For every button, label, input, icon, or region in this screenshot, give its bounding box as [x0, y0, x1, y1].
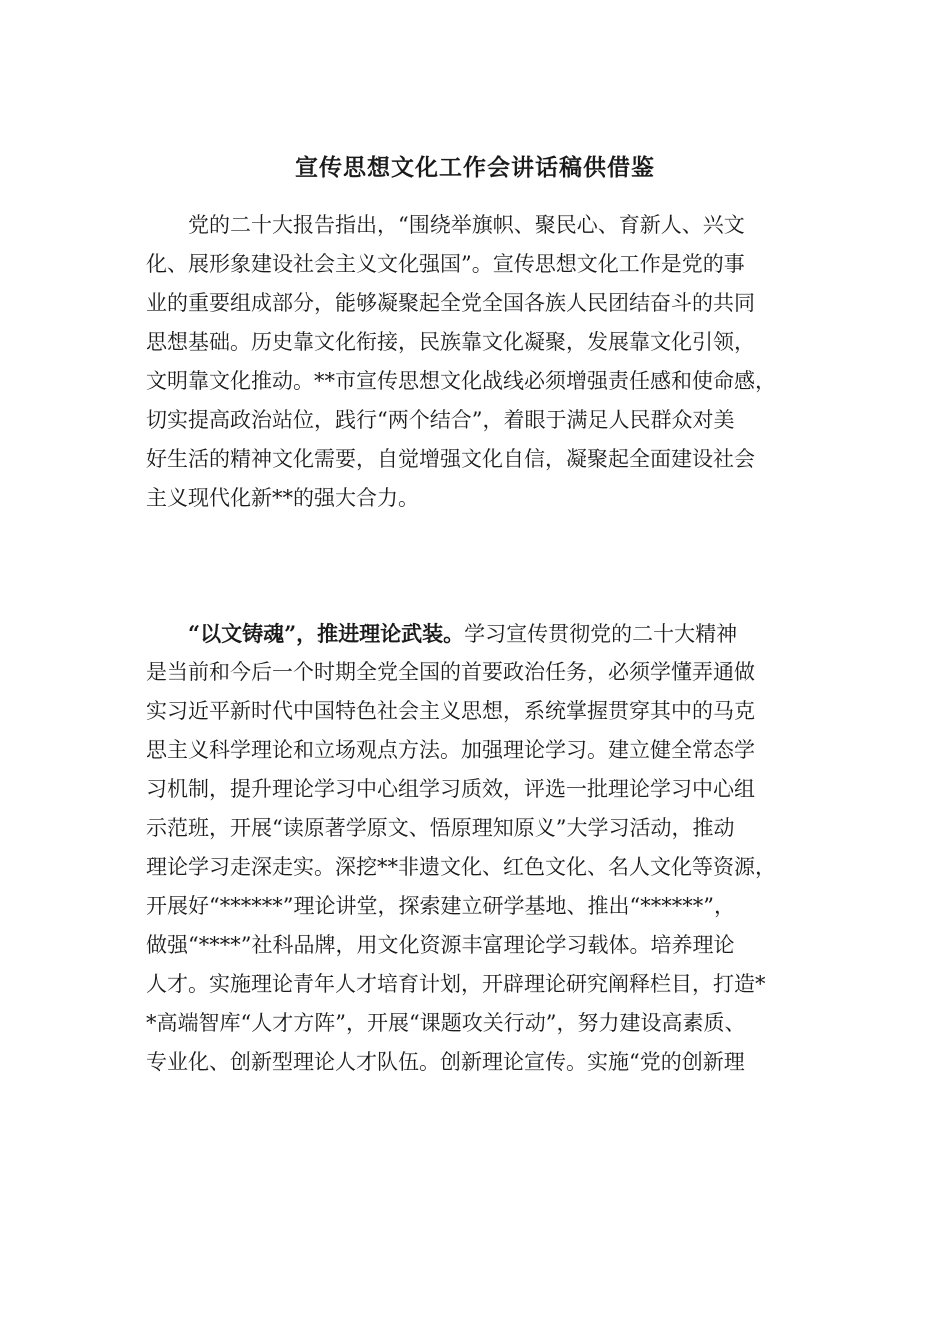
paragraph-line: 习机制，提升理论学习中心组学习质效，评选一批理论学习中心组	[146, 777, 755, 801]
paragraph-line: 人才。实施理论青年人才培育计划，开辟理论研究阐释栏目，打造*	[146, 972, 766, 996]
paragraph-intro	[146, 206, 822, 518]
paragraph-line-rest: 学习宣传贯彻党的二十大精神	[464, 622, 738, 646]
paragraph-line: 开展好“******”理论讲堂，探索建立研学基地、推出“******”，	[146, 894, 735, 918]
paragraph-line: 化、展形象建设社会主义文化强国”。宣传思想文化工作是党的事	[146, 252, 745, 276]
paragraph-line: 思主义科学理论和立场观点方法。加强理论学习。建立健全常态学	[146, 738, 755, 762]
paragraph-line: 业的重要组成部分，能够凝聚起全党全国各族人民团结奋斗的共同	[146, 291, 755, 315]
paragraph-line: 好生活的精神文化需要，自觉增强文化自信，凝聚起全面建设社会	[146, 447, 755, 471]
paragraph-line: 专业化、创新型理论人才队伍。创新理论宣传。实施“党的创新理	[146, 1050, 745, 1074]
paragraph-line: 实习近平新时代中国特色社会主义思想，系统掌握贯穿其中的马克	[146, 699, 755, 723]
paragraph-line: 主义现代化新**的强大合力。	[146, 486, 419, 510]
paragraph-line: 示范班，开展“读原著学原文、悟原理知原义”大学习活动，推动	[146, 816, 735, 840]
document-title: 宣传思想文化工作会讲话稿供借鉴	[295, 154, 655, 181]
paragraph-line: 文明靠文化推动。**市宣传思想文化战线必须增强责任感和使命感，	[146, 369, 776, 393]
paragraph-line: 做强“****”社科品牌，用文化资源丰富理论学习载体。培养理论	[146, 933, 735, 957]
paragraph-line: 是当前和今后一个时期全党全国的首要政治任务，必须学懂弄通做	[146, 660, 755, 684]
section-lead-heading: “以文铸魂”，推进理论武装。	[188, 621, 465, 646]
paragraph-theory	[146, 614, 822, 1082]
paragraph-line: *高端智库“人才方阵”，开展“课题攻关行动”，努力建设高素质、	[146, 1011, 746, 1035]
paragraph-line: 党的二十大报告指出，“围绕举旗帜、聚民心、育新人、兴文	[188, 213, 745, 237]
paragraph-line: 切实提高政治站位，践行“两个结合”，着眼于满足人民群众对美	[146, 408, 735, 432]
paragraph-line: 思想基础。历史靠文化衔接，民族靠文化凝聚，发展靠文化引领，	[146, 330, 755, 354]
paragraph-first-line	[146, 614, 822, 653]
paragraph-line: 理论学习走深走实。深挖**非遗文化、红色文化、名人文化等资源，	[146, 855, 776, 879]
